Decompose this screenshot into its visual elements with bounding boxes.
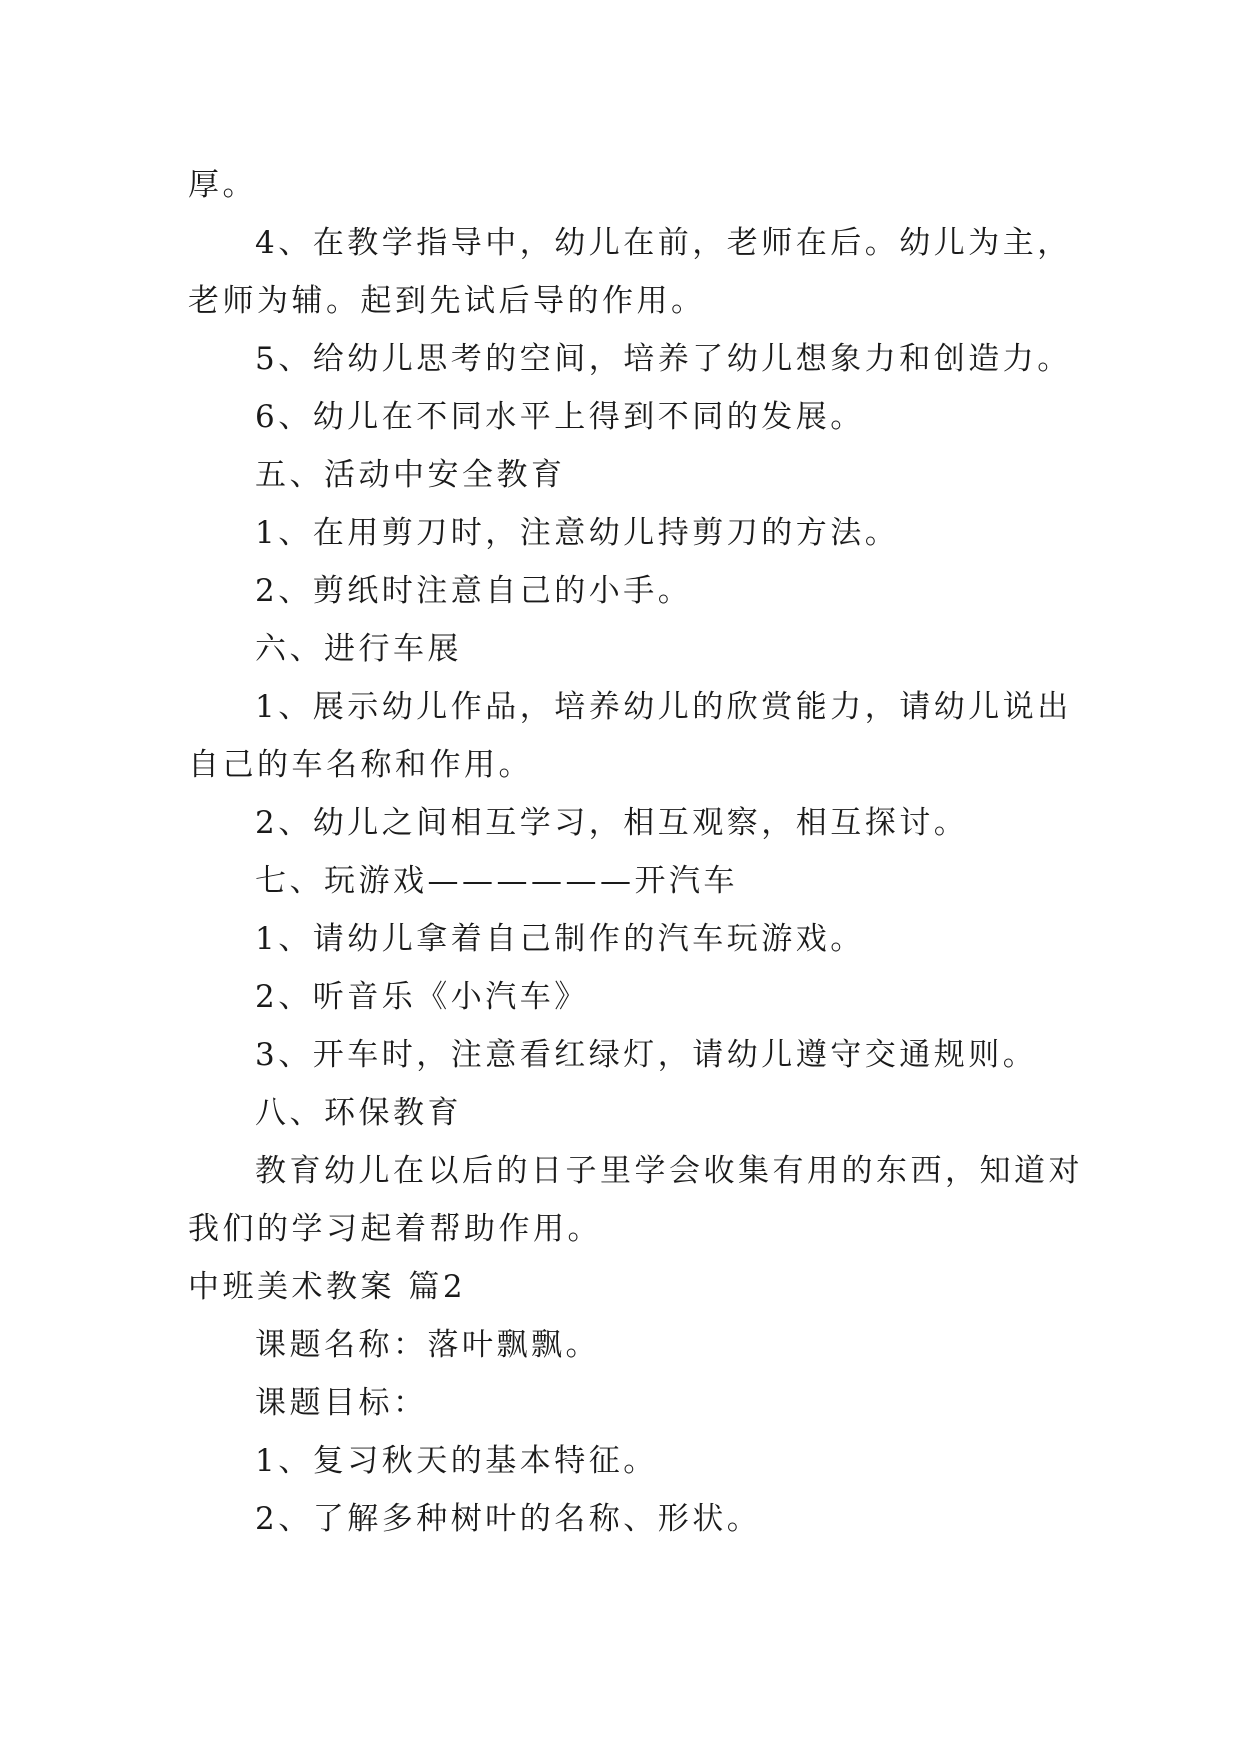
text-line: 自己的车名称和作用。 [188, 747, 533, 783]
text-line: 教育幼儿在以后的日子里学会收集有用的东西，知道对 [255, 1153, 1083, 1189]
text-line: 6、幼儿在不同水平上得到不同的发展。 [255, 399, 865, 435]
text-line: 2、幼儿之间相互学习，相互观察，相互探讨。 [255, 805, 969, 841]
text-line: 厚。 [188, 167, 257, 203]
text-line: 1、请幼儿拿着自己制作的汽车玩游戏。 [255, 921, 865, 957]
text-line: 2、听音乐《小汽车》 [255, 979, 589, 1015]
section-heading: 五、活动中安全教育 [255, 457, 566, 493]
text-line: 1、展示幼儿作品，培养幼儿的欣赏能力，请幼儿说出 [255, 689, 1072, 725]
text-line: 4、在教学指导中，幼儿在前，老师在后。幼儿为主， [255, 225, 1072, 261]
text-line: 2、了解多种树叶的名称、形状。 [255, 1501, 762, 1537]
text-line: 课题目标： [255, 1385, 428, 1421]
text-line: 1、复习秋天的基本特征。 [255, 1443, 658, 1479]
text-line: 我们的学习起着帮助作用。 [188, 1211, 602, 1247]
text-line: 3、开车时，注意看红绿灯，请幼儿遵守交通规则。 [255, 1037, 1038, 1073]
section-heading: 六、进行车展 [255, 631, 462, 667]
article-title: 中班美术教案 篇2 [188, 1269, 467, 1305]
text-line: 老师为辅。起到先试后导的作用。 [188, 283, 706, 319]
text-line: 1、在用剪刀时，注意幼儿持剪刀的方法。 [255, 515, 900, 551]
text-line: 5、给幼儿思考的空间，培养了幼儿想象力和创造力。 [255, 341, 1072, 377]
text-line: 2、剪纸时注意自己的小手。 [255, 573, 693, 609]
section-heading: 七、玩游戏——————开汽车 [255, 863, 738, 899]
section-heading: 八、环保教育 [255, 1095, 462, 1131]
text-line: 课题名称：落叶飘飘。 [255, 1327, 600, 1363]
